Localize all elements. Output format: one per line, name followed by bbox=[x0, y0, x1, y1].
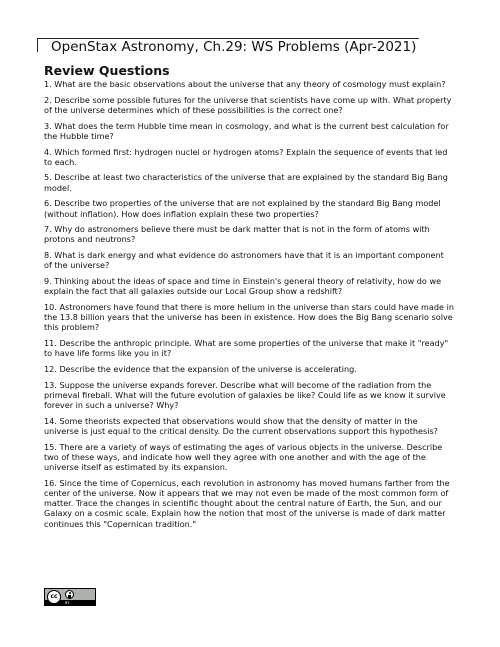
attribution-icon-body bbox=[68, 595, 71, 598]
question-6: 6. Describe two properties of the universe that are not explained by the standard Big Bang model (without inflation). How does inflation explain these two properties? bbox=[44, 198, 441, 219]
cc-icon: cc bbox=[47, 590, 61, 604]
question-7: 7. Why do astronomers believe there must be dark matter that is not in the form of atoms with protons and neutrons? bbox=[44, 224, 430, 245]
question-9: 9. Thinking about the ideas of space and time in Einstein's general theory of relativity, how do we explain the fact that all galaxies outside our Local Group show a redshift? bbox=[44, 276, 442, 297]
page-header bbox=[37, 38, 419, 56]
question-3: 3. What does the term Hubble time mean in cosmology, and what is the current best calculation for the Hubble time? bbox=[44, 120, 449, 141]
questions-section bbox=[44, 64, 454, 534]
question-4: 4. Which formed first: hydrogen nuclei or hydrogen atoms? Explain the sequence of events that led to each. bbox=[44, 146, 448, 167]
attribution-icon bbox=[65, 590, 74, 599]
question-10: 10. Astronomers have found that there is more helium in the universe than stars could have made in the 13.8 billion years that the universe has been in existence. How does the Big Bang scenario solve this problem? bbox=[44, 301, 454, 333]
question-11: 11. Describe the anthropic principle. What are some properties of the universe that make it "ready" to have life forms like you in it? bbox=[44, 338, 449, 359]
page-title: OpenStax Astronomy, Ch.29: WS Problems (Apr-2021) bbox=[51, 39, 417, 55]
question-13: 13. Suppose the universe expands forever. Describe what will become of the radiation from the primeval fireball. What will the future evolution of galaxies be like? Could life as we know it survive forever in such a universe? Why? bbox=[44, 379, 446, 411]
question-14: 14. Some theorists expected that observations would show that the density of matter in the universe is just equal to the critical density. Do the current observations support this hypothesis? bbox=[44, 415, 438, 436]
question-5: 5. Describe at least two characteristics of the universe that are explained by the standard Big Bang model. bbox=[44, 172, 448, 193]
question-2: 2. Describe some possible futures for the universe that scientists have come up with. What property of the universe determines which of these possibilities is the correct one? bbox=[44, 94, 452, 115]
question-1: 1. What are the basic observations about the universe that any theory of cosmology must explain? bbox=[44, 79, 446, 89]
question-15: 15. There are a variety of ways of estimating the ages of various objects in the universe. Describe two of these ways, and indicate how well they agree with one another and with the age of the universe itself as estimated by its expansion. bbox=[44, 441, 443, 473]
question-16: 16. Since the time of Copernicus, each revolution in astronomy has moved humans farther from the center of the universe. Now it appears that we may not even be made of the most common form of matter. Trace the changes in scientific thought about the central nature of Earth, the Sun, and our Galaxy on a cosmic scale. Explain how the notion that most of the universe is made of dark matter continues this "Copernican tradition." bbox=[44, 477, 450, 529]
question-12: 12. Describe the evidence that the expansion of the universe is accelerating. bbox=[44, 363, 357, 374]
cc-by-license-icon bbox=[44, 588, 96, 606]
section-title: Review Questions bbox=[44, 63, 170, 78]
by-label: BY bbox=[65, 601, 70, 605]
question-8: 8. What is dark energy and what evidence do astronomers have that it is an important component of the universe? bbox=[44, 250, 444, 271]
header-tick bbox=[37, 38, 38, 52]
